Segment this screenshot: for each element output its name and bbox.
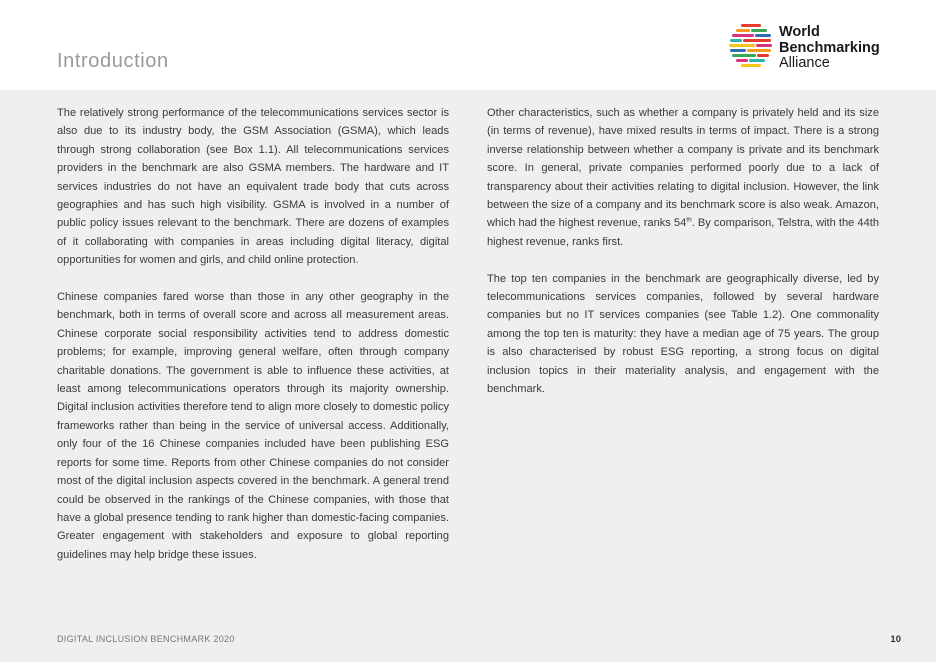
right-column — [487, 104, 879, 417]
paragraph-chinese-companies: Chinese companies fared worse than those in any other geography in the benchmark, both in terms of overall score and across all measurement areas. Chinese corporate social responsibility activities tend to address domestic problems; for example, improving general welfare, often through company charitable donations. The government is able to influence these activities, at least among telecommunications operators through its majority ownership. Digital inclusion activities therefore tend to align more closely to domestic policy frameworks rather than being in the service of universal access. Additionally, only four of the 16 Chinese companies included have been publishing ESG reports for some time. Reports from other Chinese companies do not consider most of the digital inclusion aspects covered in the benchmark. A general trend could be observed in the rankings of the Chinese companies, with those that have a global presence tending to rank higher than domestic-facing companies. Greater engagement with stakeholders and exposure to global reporting guidelines may help bridge these issues. — [57, 291, 449, 561]
logo-wordmark — [779, 25, 880, 72]
page-header — [0, 0, 936, 90]
page-number: 10 — [890, 634, 901, 645]
paragraph-top-ten: The top ten companies in the benchmark are geographically diverse, led by telecommunications services companies, followed by several hardware companies but no IT services companies (see Table 1.2). One commonality among the top ten is maturity: they have a median age of 75 years. The group is also characterised by robust ESG reporting, a strong focus on digital inclusion topics in their materiality analysis, and engagement with the benchmark. — [487, 272, 879, 396]
characteristics-text-b: . By comparison, Telstra, with the 44th highest revenue, ranks first. — [487, 217, 879, 248]
page-title: Introduction — [57, 50, 169, 72]
globe-stripes-icon — [727, 22, 775, 72]
logo-line-world: World — [779, 24, 820, 40]
paragraph-characteristics — [487, 104, 879, 251]
logo-line-benchmarking: Benchmarking — [779, 39, 880, 56]
paragraph-gsma: The relatively strong performance of the telecommunications services sector is also due to its industry body, the GSM Association (GSMA), which leads through strong collaboration (see Box 1.1). All telecommunications services providers in the benchmark are also GSMA members. The hardware and IT services industries do not have an equivalent trade body that cuts across geographies and has such high visibility. GSMA is involved in a number of public policy issues relevant to the benchmark. There are dozens of examples of it collaborating with companies in areas including digital literacy, digital opportunities for women and girls, and child online protection. — [57, 107, 449, 267]
left-column — [57, 104, 449, 583]
footer-report-title: DIGITAL INCLUSION BENCHMARK 2020 — [57, 634, 235, 644]
ordinal-suffix: th — [686, 216, 692, 224]
wba-logo — [727, 22, 887, 72]
logo-line-alliance: Alliance — [779, 55, 830, 71]
characteristics-text-a: Other characteristics, such as whether a company is privately held and its size (in terms of revenue), have mixed results in terms of impact. There is a strong inverse relationship between whether a company is private and its benchmark score. In general, private companies performed poorly due to a lack of transparency about their activities relating to digital inclusion. However, the link between the size of a company and its benchmark score is also weak. Amazon, which had the highest revenue, ranks 54 — [487, 107, 879, 230]
